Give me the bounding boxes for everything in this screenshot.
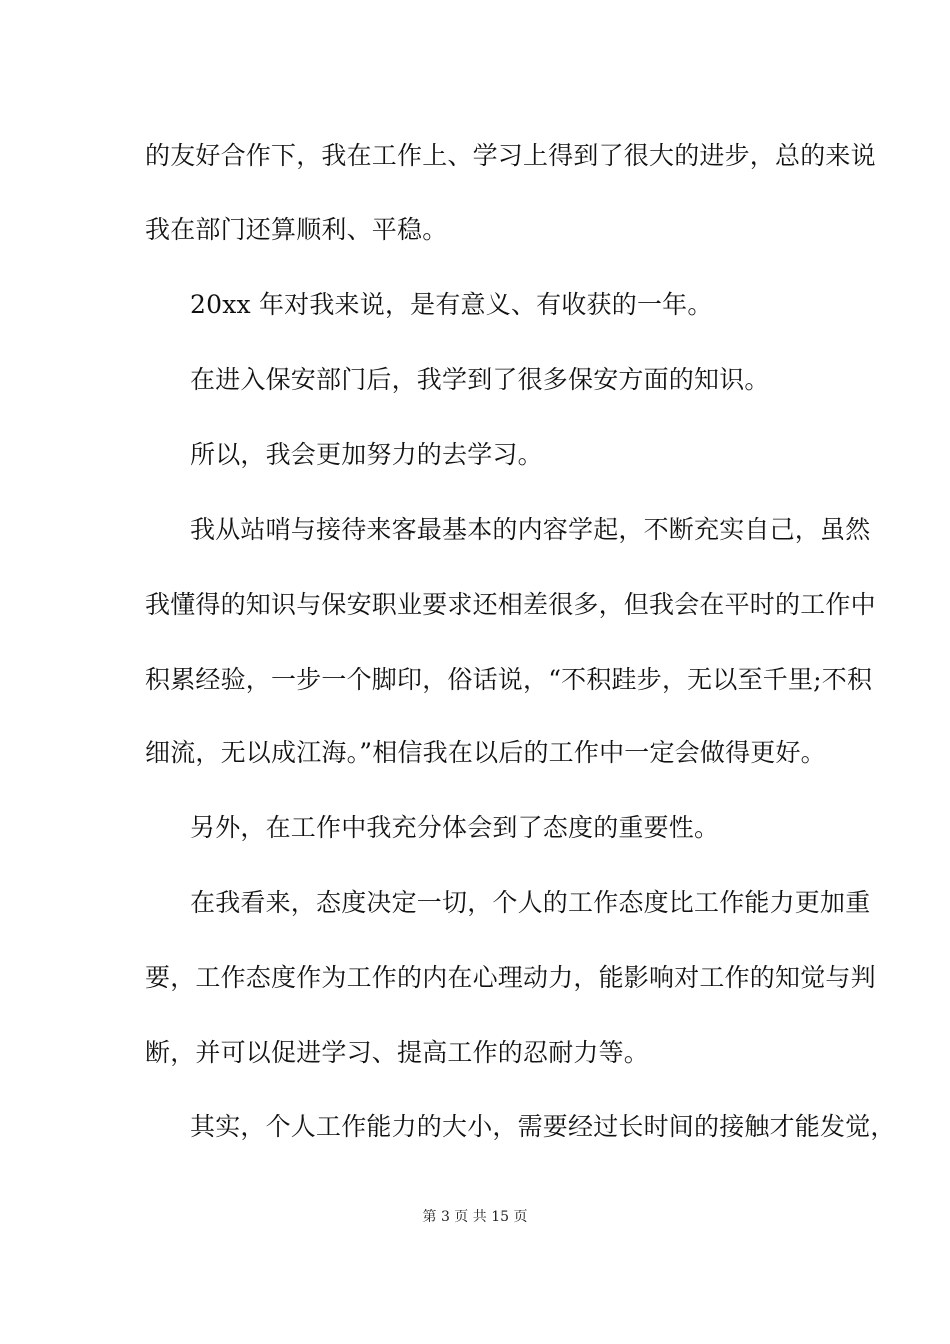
text-line: 我在部门还算顺利、平稳。 (145, 215, 448, 244)
text-line: 我从站哨与接待来客最基本的内容学起，不断充实自己，虽然 (190, 515, 871, 544)
text-line: 20xx 年对我来说，是有意义、有收获的一年。 (190, 290, 713, 319)
text-line: 的友好合作下，我在工作上、学习上得到了很大的进步，总的来说 (145, 141, 876, 170)
text-line: 所以，我会更加努力的去学习。 (190, 440, 543, 469)
text-line: 积累经验，一步一个脚印，俗话说，“不积跬步，无以至千里;不积 (145, 665, 873, 694)
text-line: 断，并可以促进学习、提高工作的忍耐力等。 (145, 1038, 650, 1067)
page-number-footer: 第 3 页 共 15 页 (422, 1209, 528, 1225)
text-line: 另外，在工作中我充分体会到了态度的重要性。 (190, 813, 720, 842)
text-line: 在我看来，态度决定一切，个人的工作态度比工作能力更加重 (190, 888, 871, 917)
text-line: 在进入保安部门后，我学到了很多保安方面的知识。 (190, 365, 770, 394)
text-line: 要，工作态度作为工作的内在心理动力，能影响对工作的知觉与判 (145, 963, 876, 992)
text-line: 我懂得的知识与保安职业要求还相差很多，但我会在平时的工作中 (145, 590, 876, 619)
text-line: 细流，无以成江海。”相信我在以后的工作中一定会做得更好。 (145, 738, 826, 767)
text-line: 其实，个人工作能力的大小，需要经过长时间的接触才能发觉， (190, 1112, 896, 1141)
